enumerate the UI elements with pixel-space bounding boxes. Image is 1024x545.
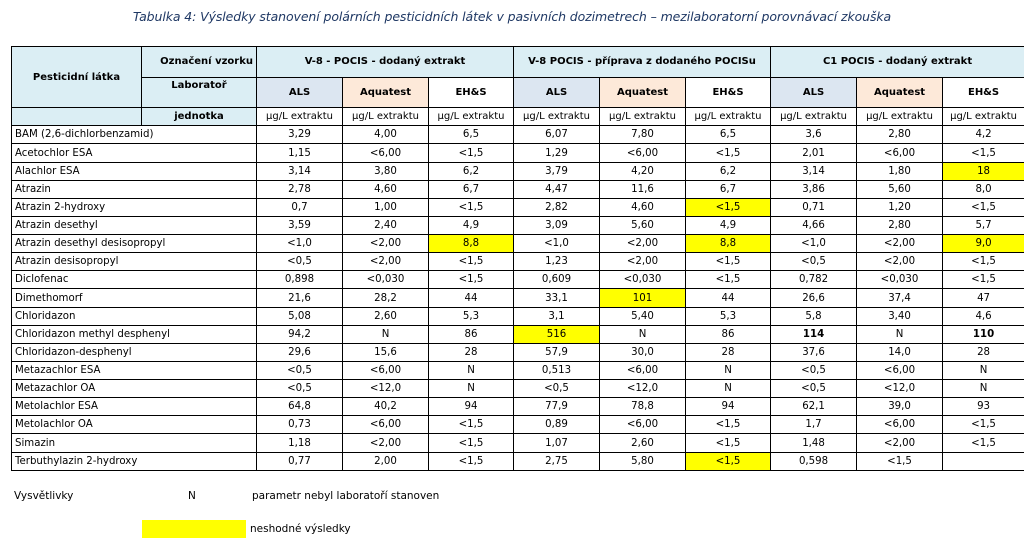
value-cell: 2,78	[257, 180, 343, 198]
value-cell: 6,2	[429, 162, 514, 180]
unit-cell-0: µg/L extraktu	[257, 108, 343, 126]
value-cell: 4,6	[943, 307, 1024, 325]
value-cell: <0,5	[257, 361, 343, 379]
value-cell-empty	[943, 452, 1024, 470]
table-row	[12, 325, 1024, 343]
value-cell: <1,5	[943, 271, 1024, 289]
value-cell: <6,00	[857, 144, 943, 162]
table-row	[12, 198, 1024, 216]
value-cell: 37,6	[771, 343, 857, 361]
value-cell: 77,9	[514, 398, 600, 416]
value-cell: <1,5	[686, 434, 771, 452]
value-cell: 3,80	[343, 162, 429, 180]
value-cell: <1,5	[686, 144, 771, 162]
pesticide-name: Chloridazon	[12, 307, 257, 325]
value-cell: 2,00	[343, 452, 429, 470]
lab-header-1: Aquatest	[343, 77, 429, 108]
pesticide-name: Chloridazon-desphenyl	[12, 343, 257, 361]
value-cell: 3,79	[514, 162, 600, 180]
value-cell: <6,00	[343, 144, 429, 162]
value-cell: 62,1	[771, 398, 857, 416]
value-cell: 2,80	[857, 216, 943, 234]
pesticide-name: Chloridazon methyl desphenyl	[12, 325, 257, 343]
unit-cell-5: µg/L extraktu	[686, 108, 771, 126]
pesticide-name: BAM (2,6-dichlorbenzamid)	[12, 126, 257, 144]
value-cell: 4,00	[343, 126, 429, 144]
value-cell: 5,7	[943, 216, 1024, 234]
value-cell: 3,1	[514, 307, 600, 325]
value-cell: 2,80	[857, 126, 943, 144]
value-cell: <6,00	[600, 416, 686, 434]
lab-header-6: ALS	[771, 77, 857, 108]
value-cell: <1,5	[686, 416, 771, 434]
value-cell: 6,5	[686, 126, 771, 144]
value-cell: <1,0	[514, 235, 600, 253]
value-cell: 29,6	[257, 343, 343, 361]
table-row	[12, 343, 1024, 361]
value-cell: <12,0	[857, 380, 943, 398]
value-cell: <0,5	[514, 380, 600, 398]
lab-header-8: EH&S	[943, 77, 1024, 108]
value-cell: 1,48	[771, 434, 857, 452]
value-cell: 44	[686, 289, 771, 307]
value-cell: 4,9	[429, 216, 514, 234]
value-cell: 30,0	[600, 343, 686, 361]
value-cell: 5,80	[600, 452, 686, 470]
value-cell: 6,2	[686, 162, 771, 180]
value-cell: 9,0	[943, 235, 1024, 253]
group-header-2: V-8 POCIS - příprava z dodaného POCISu	[514, 47, 771, 78]
lab-label: Laboratoř	[142, 77, 257, 108]
value-cell: 1,20	[857, 198, 943, 216]
table-row	[12, 289, 1024, 307]
value-cell: 1,80	[857, 162, 943, 180]
value-cell: 0,7	[257, 198, 343, 216]
value-cell: 3,14	[257, 162, 343, 180]
pesticide-name: Atrazin	[12, 180, 257, 198]
value-cell: 94,2	[257, 325, 343, 343]
value-cell: <12,0	[600, 380, 686, 398]
value-cell: N	[686, 361, 771, 379]
value-cell: 110	[943, 325, 1024, 343]
value-cell: 4,60	[343, 180, 429, 198]
pesticide-name: Dimethomorf	[12, 289, 257, 307]
table-row	[12, 144, 1024, 162]
value-cell: <2,00	[857, 235, 943, 253]
value-cell: <1,0	[771, 235, 857, 253]
table-row	[12, 452, 1024, 470]
value-cell: 37,4	[857, 289, 943, 307]
value-cell: 2,75	[514, 452, 600, 470]
table-row	[12, 253, 1024, 271]
value-cell: 26,6	[771, 289, 857, 307]
group-header-1: V-8 - POCIS - dodaný extrakt	[257, 47, 514, 78]
value-cell: <1,5	[429, 144, 514, 162]
value-cell: 3,29	[257, 126, 343, 144]
value-cell: 0,609	[514, 271, 600, 289]
value-cell: <1,5	[429, 198, 514, 216]
pesticide-header: Pesticidní látka	[12, 47, 142, 108]
value-cell: <1,5	[429, 434, 514, 452]
table-row	[12, 235, 1024, 253]
value-cell: 28	[943, 343, 1024, 361]
value-cell: 5,60	[600, 216, 686, 234]
value-cell: 7,80	[600, 126, 686, 144]
lab-header-7: Aquatest	[857, 77, 943, 108]
value-cell: 28	[429, 343, 514, 361]
value-cell: 1,7	[771, 416, 857, 434]
value-cell: <1,5	[857, 452, 943, 470]
value-cell: 1,18	[257, 434, 343, 452]
value-cell: <6,00	[600, 361, 686, 379]
value-cell: <6,00	[857, 416, 943, 434]
table-row	[12, 216, 1024, 234]
table-row	[12, 380, 1024, 398]
value-cell: <6,00	[600, 144, 686, 162]
value-cell: 86	[429, 325, 514, 343]
value-cell: <1,5	[429, 253, 514, 271]
value-cell: 1,15	[257, 144, 343, 162]
table-row	[12, 361, 1024, 379]
table-row	[12, 398, 1024, 416]
pesticide-name: Metolachlor OA	[12, 416, 257, 434]
value-cell: 0,513	[514, 361, 600, 379]
legend-n-text: parametr nebyl laboratoří stanoven	[252, 490, 440, 502]
value-cell: <2,00	[343, 253, 429, 271]
lab-header-5: EH&S	[686, 77, 771, 108]
value-cell: 3,40	[857, 307, 943, 325]
value-cell: 2,40	[343, 216, 429, 234]
value-cell: 0,71	[771, 198, 857, 216]
value-cell: 6,7	[429, 180, 514, 198]
value-cell: 40,2	[343, 398, 429, 416]
value-cell: N	[429, 380, 514, 398]
lab-header-3: ALS	[514, 77, 600, 108]
value-cell: 11,6	[600, 180, 686, 198]
value-cell: 93	[943, 398, 1024, 416]
pesticide-name: Metolachlor ESA	[12, 398, 257, 416]
value-cell: 5,08	[257, 307, 343, 325]
value-cell: N	[686, 380, 771, 398]
value-cell: <1,5	[429, 271, 514, 289]
table-caption: Tabulka 4: Výsledky stanovení polárních pesticidních látek v pasivních dozimetrech – mezilaboratorní porovnávací zkouška	[132, 9, 892, 24]
value-cell: <0,5	[771, 253, 857, 271]
value-cell: 5,3	[429, 307, 514, 325]
value-cell: N	[343, 325, 429, 343]
value-cell: <2,00	[857, 253, 943, 271]
value-cell: <0,5	[257, 253, 343, 271]
legend-highlight-text: neshodné výsledky	[250, 523, 351, 535]
value-cell: 47	[943, 289, 1024, 307]
value-cell: 15,6	[343, 343, 429, 361]
pesticide-name: Atrazin 2-hydroxy	[12, 198, 257, 216]
value-cell: 0,598	[771, 452, 857, 470]
value-cell: 3,6	[771, 126, 857, 144]
value-cell: <1,5	[943, 434, 1024, 452]
pesticide-name: Terbuthylazin 2-hydroxy	[12, 452, 257, 470]
value-cell: 5,40	[600, 307, 686, 325]
value-cell: 0,89	[514, 416, 600, 434]
value-cell: 0,77	[257, 452, 343, 470]
value-cell: 4,9	[686, 216, 771, 234]
value-cell: N	[429, 361, 514, 379]
pesticide-name: Metazachlor OA	[12, 380, 257, 398]
value-cell: <1,5	[943, 253, 1024, 271]
pesticide-name: Diclofenac	[12, 271, 257, 289]
value-cell: <2,00	[343, 434, 429, 452]
value-cell: 94	[429, 398, 514, 416]
value-cell: 6,07	[514, 126, 600, 144]
value-cell: 2,82	[514, 198, 600, 216]
sample-label: Označení vzorku	[142, 47, 257, 78]
value-cell: N	[857, 325, 943, 343]
value-cell: N	[943, 380, 1024, 398]
value-cell: 4,2	[943, 126, 1024, 144]
legend-title: Vysvětlivky	[14, 490, 74, 502]
value-cell: <1,5	[686, 198, 771, 216]
unit-cell-2: µg/L extraktu	[429, 108, 514, 126]
value-cell: 4,60	[600, 198, 686, 216]
value-cell: <2,00	[857, 434, 943, 452]
value-cell: <1,5	[943, 416, 1024, 434]
value-cell: <1,5	[686, 452, 771, 470]
unit-cell-8: µg/L extraktu	[943, 108, 1024, 126]
value-cell: 86	[686, 325, 771, 343]
value-cell: <0,030	[343, 271, 429, 289]
unit-cell-3: µg/L extraktu	[514, 108, 600, 126]
value-cell: <1,5	[429, 452, 514, 470]
pesticide-name: Atrazin desethyl	[12, 216, 257, 234]
value-cell: 5,3	[686, 307, 771, 325]
value-cell: 4,47	[514, 180, 600, 198]
value-cell: N	[600, 325, 686, 343]
unit-cell-1: µg/L extraktu	[343, 108, 429, 126]
table-row	[12, 307, 1024, 325]
value-cell: 78,8	[600, 398, 686, 416]
value-cell: 5,8	[771, 307, 857, 325]
value-cell: 64,8	[257, 398, 343, 416]
value-cell: <1,0	[257, 235, 343, 253]
value-cell: 8,8	[686, 235, 771, 253]
value-cell: 0,782	[771, 271, 857, 289]
lab-header-0: ALS	[257, 77, 343, 108]
value-cell: 6,7	[686, 180, 771, 198]
value-cell: 4,66	[771, 216, 857, 234]
value-cell: <1,5	[686, 271, 771, 289]
value-cell: 114	[771, 325, 857, 343]
value-cell: 0,898	[257, 271, 343, 289]
value-cell: <1,5	[943, 198, 1024, 216]
unit-cell-6: µg/L extraktu	[771, 108, 857, 126]
value-cell: <0,030	[857, 271, 943, 289]
value-cell: 8,0	[943, 180, 1024, 198]
value-cell: 5,60	[857, 180, 943, 198]
value-cell: 39,0	[857, 398, 943, 416]
value-cell: <6,00	[857, 361, 943, 379]
value-cell: <0,5	[771, 380, 857, 398]
table-row	[12, 434, 1024, 452]
unit-label: jednotka	[142, 108, 257, 126]
value-cell: 94	[686, 398, 771, 416]
value-cell: 21,6	[257, 289, 343, 307]
value-cell: <12,0	[343, 380, 429, 398]
value-cell: 516	[514, 325, 600, 343]
value-cell: 57,9	[514, 343, 600, 361]
value-cell: 3,14	[771, 162, 857, 180]
table-row	[12, 126, 1024, 144]
value-cell: 1,00	[343, 198, 429, 216]
pesticide-name: Atrazin desisopropyl	[12, 253, 257, 271]
value-cell: 3,59	[257, 216, 343, 234]
value-cell: 44	[429, 289, 514, 307]
pesticide-name: Simazin	[12, 434, 257, 452]
header-row-sample	[12, 47, 1024, 78]
unit-cell-7: µg/L extraktu	[857, 108, 943, 126]
value-cell: 2,01	[771, 144, 857, 162]
value-cell: 18	[943, 162, 1024, 180]
value-cell: <1,5	[686, 253, 771, 271]
value-cell: <2,00	[600, 253, 686, 271]
value-cell: 1,23	[514, 253, 600, 271]
value-cell: 0,73	[257, 416, 343, 434]
unit-cell-4: µg/L extraktu	[600, 108, 686, 126]
value-cell: N	[943, 361, 1024, 379]
value-cell: 28	[686, 343, 771, 361]
value-cell: 6,5	[429, 126, 514, 144]
value-cell: 4,20	[600, 162, 686, 180]
value-cell: 1,07	[514, 434, 600, 452]
value-cell: 28,2	[343, 289, 429, 307]
value-cell: 101	[600, 289, 686, 307]
value-cell: <6,00	[343, 361, 429, 379]
pesticide-name: Acetochlor ESA	[12, 144, 257, 162]
header-row-lab	[12, 77, 1024, 108]
value-cell: 33,1	[514, 289, 600, 307]
legend-highlight-swatch	[142, 520, 246, 538]
lab-header-2: EH&S	[429, 77, 514, 108]
value-cell: 8,8	[429, 235, 514, 253]
value-cell: 1,29	[514, 144, 600, 162]
value-cell: 3,09	[514, 216, 600, 234]
table-row	[12, 416, 1024, 434]
value-cell: 2,60	[343, 307, 429, 325]
table-row	[12, 271, 1024, 289]
pesticide-name: Alachlor ESA	[12, 162, 257, 180]
legend-n-symbol: N	[188, 490, 196, 502]
value-cell: 3,86	[771, 180, 857, 198]
value-cell: 14,0	[857, 343, 943, 361]
table-row	[12, 162, 1024, 180]
pesticide-name: Atrazin desethyl desisopropyl	[12, 235, 257, 253]
lab-header-4: Aquatest	[600, 77, 686, 108]
header-row-unit	[12, 108, 1024, 126]
value-cell: <1,5	[943, 144, 1024, 162]
pesticide-name: Metazachlor ESA	[12, 361, 257, 379]
results-table	[11, 46, 1024, 471]
value-cell: <0,5	[771, 361, 857, 379]
group-header-3: C1 POCIS - dodaný extrakt	[771, 47, 1024, 78]
value-cell: <1,5	[429, 416, 514, 434]
value-cell: <0,5	[257, 380, 343, 398]
table-row	[12, 180, 1024, 198]
value-cell: <6,00	[343, 416, 429, 434]
value-cell: <0,030	[600, 271, 686, 289]
pesticide-header-blank	[12, 108, 142, 126]
value-cell: <2,00	[600, 235, 686, 253]
value-cell: <2,00	[343, 235, 429, 253]
value-cell: 2,60	[600, 434, 686, 452]
